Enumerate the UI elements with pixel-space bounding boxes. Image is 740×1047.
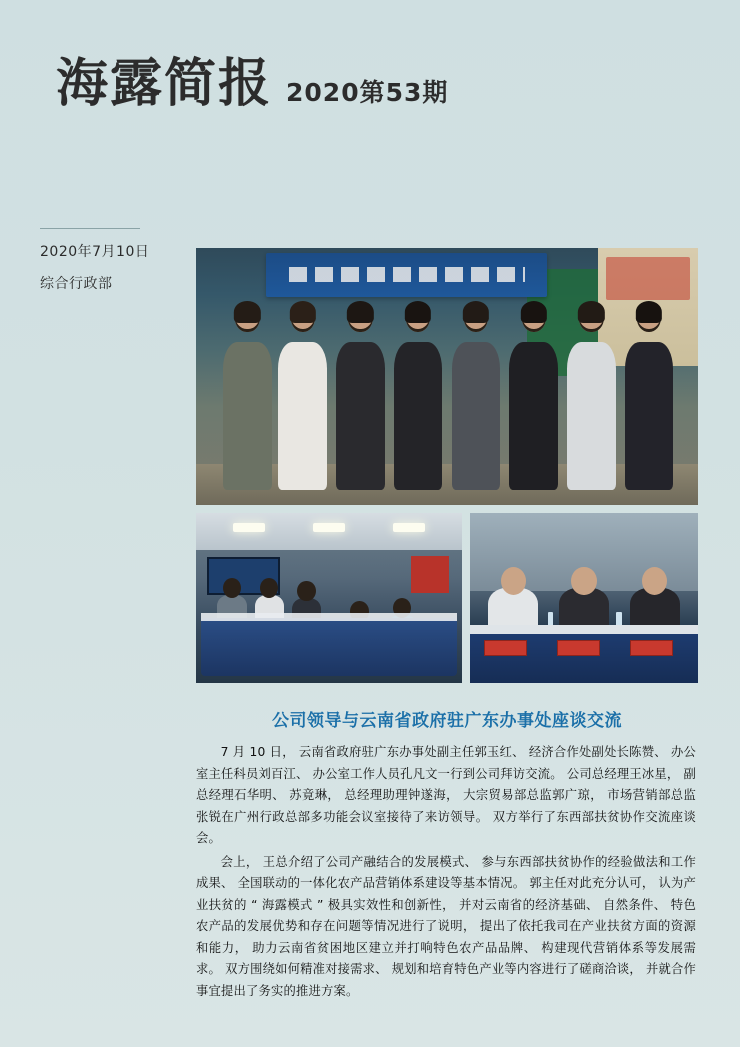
photo-person-body: [452, 342, 500, 490]
photo-person: [221, 305, 274, 490]
masthead-title: 海露简报: [56, 54, 273, 114]
photo-person-hair: [578, 301, 604, 323]
photo-person: [450, 305, 503, 490]
publication-date: 2020年7月10日: [40, 244, 150, 260]
photo-person-hair: [463, 301, 489, 323]
photo-person-body: [509, 342, 557, 490]
panel-photo: [470, 513, 698, 683]
meta-divider: [40, 228, 140, 229]
photo-banner: [266, 253, 547, 297]
photo-person: [392, 305, 445, 490]
meta-block: [40, 240, 190, 296]
panel-person-head: [501, 567, 526, 595]
article-body: [196, 742, 696, 1004]
photo-person-body: [625, 342, 673, 490]
photo-person-hair: [347, 301, 373, 323]
photo-person-hair: [520, 301, 546, 323]
panel-person-head: [642, 567, 667, 595]
photo-person-hair: [234, 301, 260, 323]
group-photo: [196, 248, 698, 505]
meeting-table: [201, 618, 456, 676]
masthead: [56, 54, 449, 114]
panel-nameplate: [557, 640, 600, 656]
photo-person-body: [394, 342, 442, 490]
panel-nameplate: [630, 640, 673, 656]
article-paragraph: 7 月 10 日， 云南省政府驻广东办事处副主任郭玉红、 经济合作处副处长陈赞、 办公室主任科员刘百江、 办公室工作人员孔凡文一行到公司拜访交流。 公司总经理王冰星， 副总经理石华明、 苏竟琳， 总经理助理钟遂海， 大宗贸易部总监郭广琼， 市场营销部总监张锐在广州行政总部多功能会议室接待了来访领导。 双方举行了东西部扶贫协作交流座谈会。: [196, 745, 696, 845]
meeting-attendee-head: [297, 581, 316, 601]
meeting-room-photo: [196, 513, 462, 683]
photo-person-body: [336, 342, 384, 490]
photo-person-hair: [289, 301, 315, 323]
photo-person-body: [278, 342, 326, 490]
article-paragraph: 会上， 王总介绍了公司产融结合的发展模式、 参与东西部扶贫协作的经验做法和工作成果、 全国联动的一体化农产品营销体系建设等基本情况。 郭主任对此充分认可， 认为产业扶贫的 “ 海露模式 ” 极具实效性和创新性， 并对云南省的经济基础、 自然条件、 特色农产品的发展优势和存在问题等情况进行了说明， 提出了依托我司在产业扶贫方面的资源和能力， 助力云南省贫困地区建立并打响特色农产品品牌、 构建现代营销体系等发展需求。 双方围绕如何精准对接需求、 规划和培育特色产业等内容进行了磋商洽谈， 并就合作事宜提出了务实的推进方案。: [196, 854, 696, 998]
photo-person-hair: [636, 301, 662, 323]
photo-person: [334, 305, 387, 490]
panel-person-head: [571, 567, 596, 595]
meeting-photo-ceiling: [196, 513, 462, 550]
photo-person: [565, 305, 618, 490]
ceiling-light: [393, 523, 425, 532]
photo-person-body: [567, 342, 615, 490]
department-name: 综合行政部: [40, 276, 113, 292]
photo-person: [507, 305, 560, 490]
article-title: 公司领导与云南省政府驻广东办事处座谈交流: [272, 711, 622, 731]
photo-person: [276, 305, 329, 490]
photo-person-hair: [405, 301, 431, 323]
meeting-attendee-head: [223, 578, 242, 598]
masthead-issue: 2020第53期: [286, 78, 449, 107]
photo-person-body: [223, 342, 271, 490]
ceiling-light: [233, 523, 265, 532]
ceiling-light: [313, 523, 345, 532]
photo-person: [623, 305, 676, 490]
panel-nameplate: [484, 640, 527, 656]
meeting-poster: [411, 556, 448, 593]
